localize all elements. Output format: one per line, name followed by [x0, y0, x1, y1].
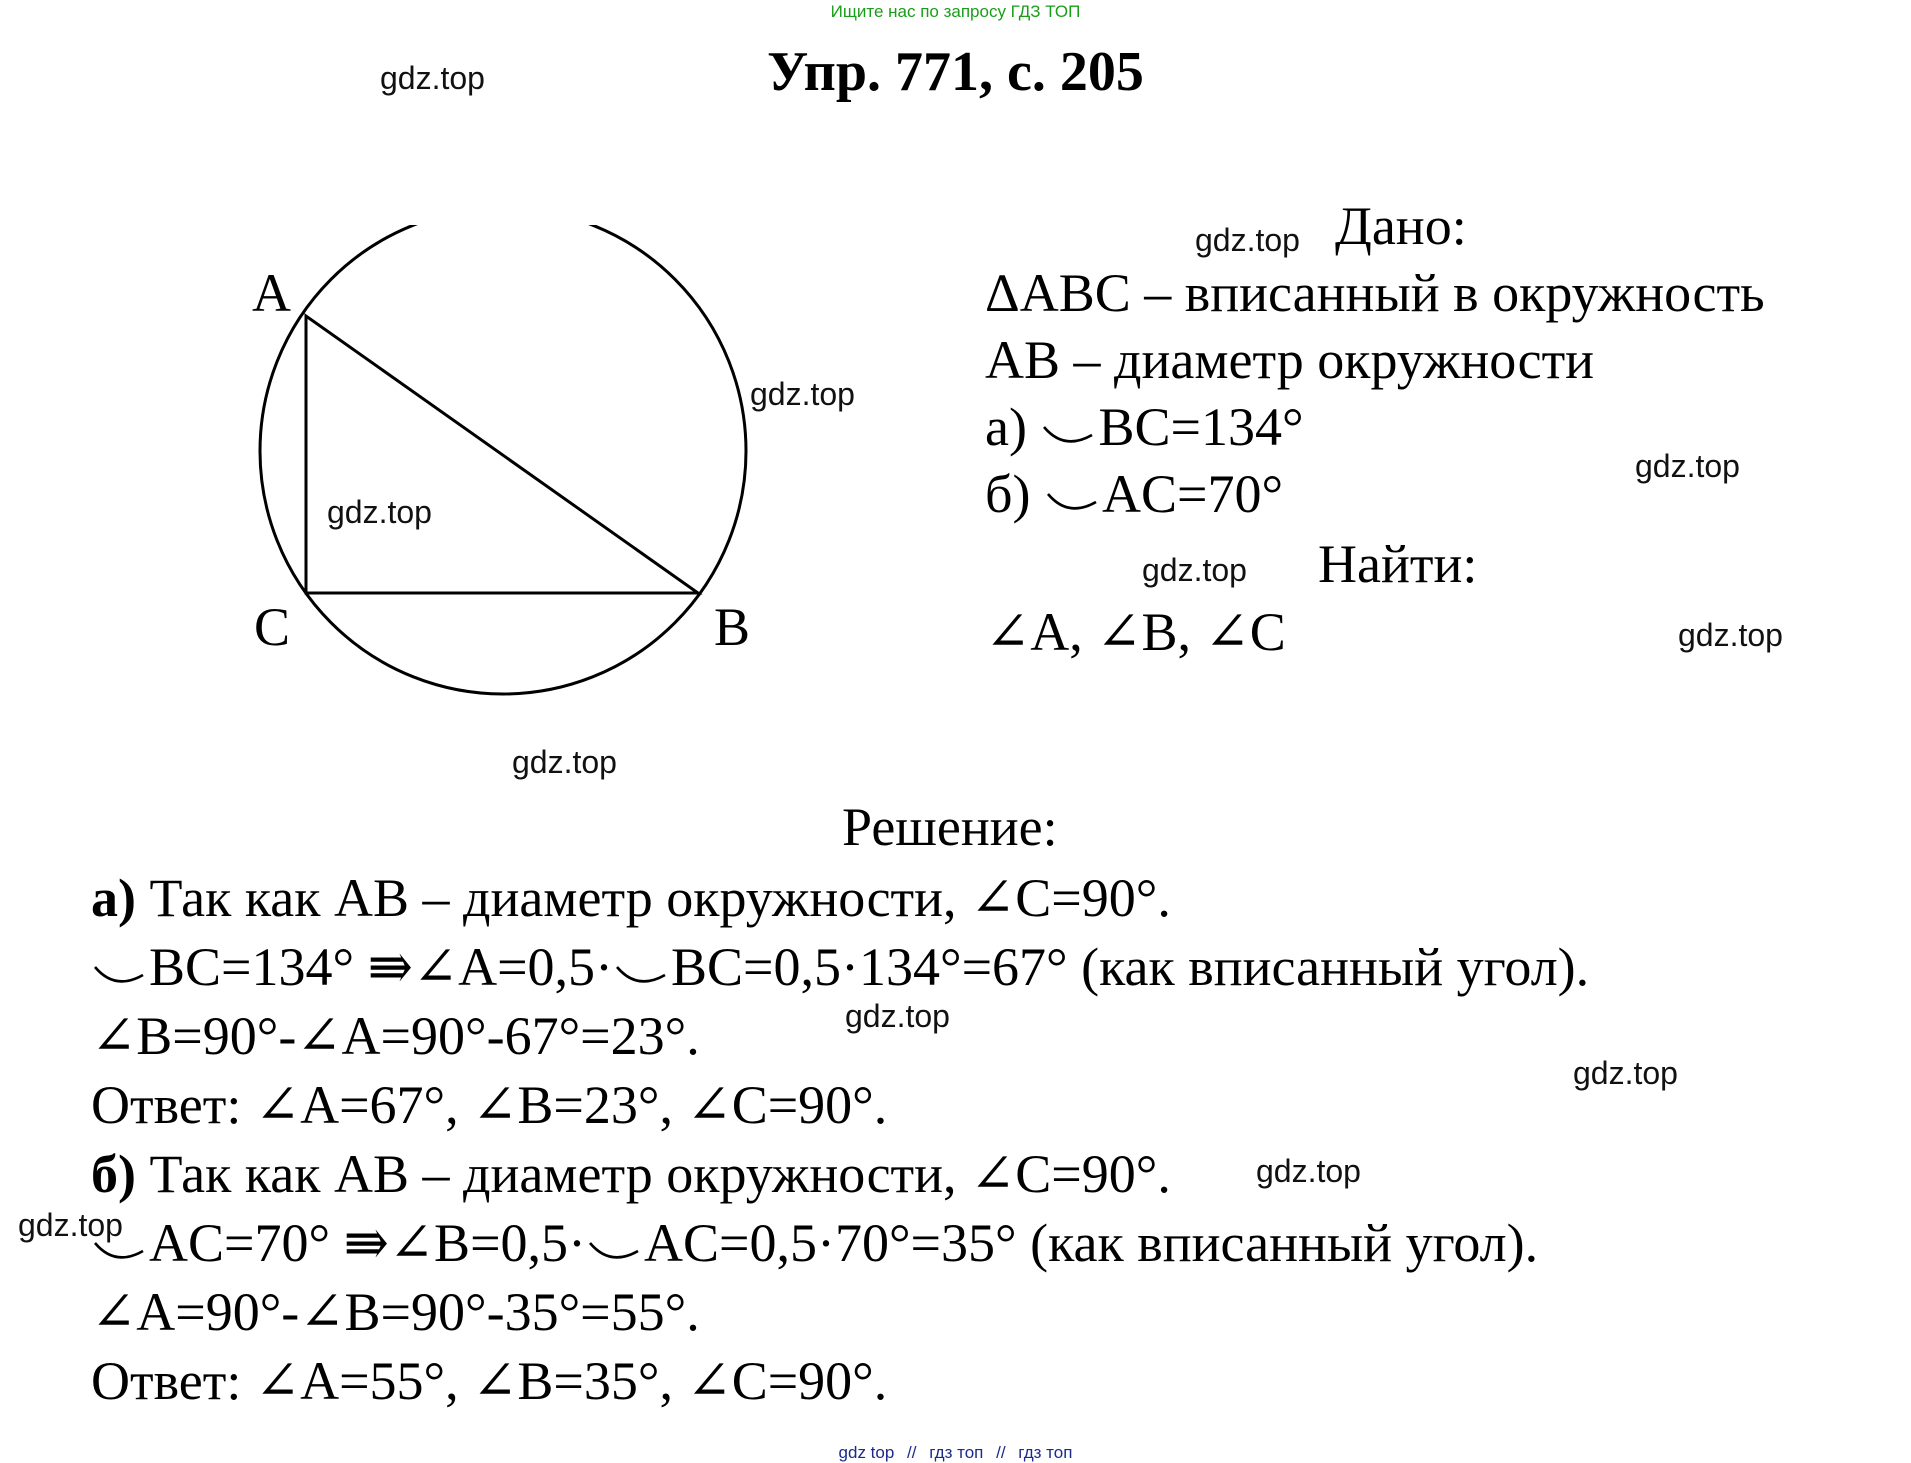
solution-a-line-2-part-2: BC=0,5·134°=67° (как вписанный угол).	[671, 937, 1590, 997]
watermark: gdz.top	[327, 494, 432, 530]
watermark: gdz.top	[1256, 1153, 1361, 1189]
solution-b-line-1	[91, 1142, 1171, 1205]
solution-a-line-1-text: Так как AB – диаметр окружности, ∠C=90°.	[135, 868, 1171, 928]
watermark: gdz.top	[1635, 448, 1740, 484]
bottom-link-gdz-top[interactable]: gdz top	[838, 1443, 895, 1462]
given-heading: Дано:	[1335, 196, 1467, 256]
given-a-value: BC=134°	[1098, 397, 1304, 457]
vertex-label-c: C	[254, 597, 291, 657]
bottom-links	[0, 1443, 1911, 1463]
watermark: gdz.top	[750, 376, 855, 412]
bottom-link-gdz-top-ru[interactable]: гдз топ	[929, 1443, 984, 1462]
top-ad-text[interactable]: Ищите нас по запросу ГДЗ ТОП	[830, 2, 1081, 21]
solution-b-line-1-text: Так как AB – диаметр окружности, ∠C=90°.	[135, 1144, 1171, 1204]
watermark: gdz.top	[380, 60, 485, 96]
given-b-prefix: б)	[985, 464, 1031, 524]
arc-icon	[1044, 478, 1102, 518]
solution-a-line-2-part-1: BC=134° ⇛∠A=0,5·	[149, 937, 614, 997]
watermark: gdz.top	[512, 744, 617, 780]
given-line-2: AB – диаметр окружности	[985, 330, 1595, 390]
bottom-link-gdz-top-ru-2[interactable]: гдз топ	[1018, 1443, 1073, 1462]
solution-a-line-1	[91, 866, 1171, 929]
solution-heading: Решение:	[842, 797, 1058, 857]
arc-icon	[613, 951, 671, 991]
given-line-1: ΔABC – вписанный в окружность	[985, 263, 1765, 323]
bottom-link-separator: //	[907, 1443, 917, 1462]
solution-b-line-2	[91, 1211, 1538, 1274]
watermark: gdz.top	[18, 1207, 123, 1243]
circle-triangle-diagram	[240, 225, 780, 725]
solution-a-line-3: ∠B=90°-∠A=90°-67°=23°.	[91, 1006, 700, 1066]
watermark: gdz.top	[1678, 617, 1783, 653]
watermark: gdz.top	[1195, 222, 1300, 258]
watermark: gdz.top	[1142, 552, 1247, 588]
solution-b-line-2-part-2: AC=0,5·70°=35° (как вписанный угол).	[644, 1213, 1539, 1273]
solution-b-line-2-part-1: AC=70° ⇛∠B=0,5·	[149, 1213, 587, 1273]
given-line-a	[985, 396, 1304, 458]
find-line: ∠A, ∠B, ∠C	[985, 602, 1286, 662]
arc-icon	[586, 1227, 644, 1267]
vertex-label-b: B	[714, 597, 751, 657]
watermark: gdz.top	[1573, 1055, 1678, 1091]
solution-a-marker: а)	[91, 868, 136, 928]
circumscribed-circle	[260, 225, 746, 694]
triangle-abc	[306, 316, 698, 593]
solution-b-marker: б)	[91, 1144, 136, 1204]
vertex-label-a: A	[252, 263, 291, 323]
page-title: Упр. 771, с. 205	[767, 41, 1144, 103]
find-heading: Найти:	[1318, 534, 1478, 594]
solution-a-answer: Ответ: ∠A=67°, ∠B=23°, ∠C=90°.	[91, 1075, 888, 1135]
solution-b-line-3: ∠A=90°-∠B=90°-35°=55°.	[91, 1282, 700, 1342]
given-b-value: AC=70°	[1101, 464, 1284, 524]
given-a-prefix: а)	[985, 397, 1027, 457]
watermark: gdz.top	[845, 998, 950, 1034]
arc-icon	[1040, 411, 1098, 451]
arc-icon	[91, 1227, 149, 1267]
solution-a-line-2	[91, 935, 1589, 998]
given-line-b	[985, 463, 1283, 525]
arc-icon	[91, 951, 149, 991]
bottom-link-separator: //	[996, 1443, 1006, 1462]
solution-b-answer: Ответ: ∠A=55°, ∠B=35°, ∠C=90°.	[91, 1351, 888, 1411]
